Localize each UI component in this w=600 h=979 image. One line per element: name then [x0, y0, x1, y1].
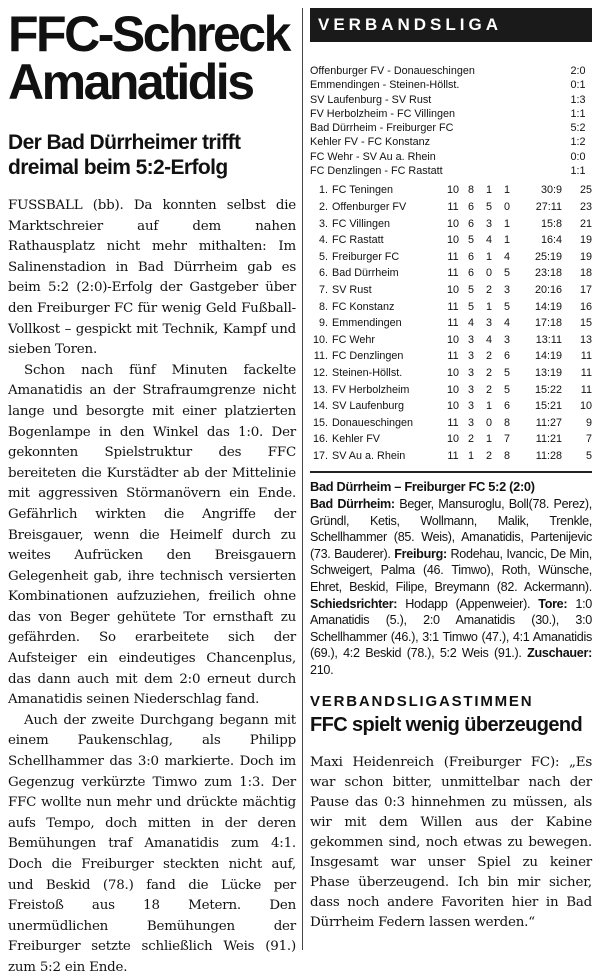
- standing-team: FC Teningen: [332, 184, 394, 197]
- standing-played: 10: [446, 383, 459, 396]
- standing-played: 11: [447, 449, 459, 462]
- voices-title: VERBANDSLIGASTIMMEN: [310, 692, 534, 710]
- standings-table: [310, 182, 592, 464]
- standing-lost: 6: [503, 400, 510, 413]
- standing-team: FC Wehr: [332, 333, 375, 346]
- standing-rank: 2.: [318, 200, 328, 213]
- result-score: 1:1: [570, 165, 586, 178]
- table-row: [310, 182, 592, 199]
- standing-played: 11: [447, 317, 459, 330]
- standing-played: 11: [447, 200, 459, 213]
- away-label: Freiburg:: [394, 546, 447, 561]
- standing-points: 15: [579, 317, 592, 330]
- standing-drawn: 4: [485, 234, 492, 247]
- standing-played: 10: [446, 184, 459, 197]
- standing-won: 4: [467, 317, 474, 330]
- standing-team: FC Denzlingen: [332, 350, 404, 363]
- standing-points: 11: [580, 366, 592, 379]
- standing-lost: 1: [503, 234, 510, 247]
- standing-goals: 13:19: [534, 366, 562, 379]
- table-row: [310, 415, 592, 432]
- standing-drawn: 3: [485, 317, 492, 330]
- standing-goals: 20:16: [534, 283, 562, 296]
- goals-text: 1:0 Amanatidis (5.), 2:0 Amanatidis (30.), 3:0 Schellhammer (46.), 3:1 Timwo (47.), 4:1 Amanatidis (69.), 4:2 Beskid (78.), 5:2 Weis (91.).: [310, 596, 592, 661]
- referee-label: Schiedsrichter:: [310, 596, 398, 611]
- table-row: [310, 382, 592, 399]
- standing-team: Donaueschingen: [332, 416, 414, 429]
- standing-team: Bad Dürrheim: [332, 267, 399, 280]
- standing-lost: 5: [503, 267, 510, 280]
- column-divider: [302, 8, 303, 950]
- standing-won: 2: [467, 433, 474, 446]
- result-score: 0:1: [570, 79, 586, 92]
- standing-won: 5: [467, 283, 474, 296]
- quote-text: Maxi Heidenreich (Freiburger FC): „Es war schon bitter, unmittelbar nach der Pause das 0:3 hinnehmen zu müssen, als wir mit dem Willen aus der Kabine gekommen sind, noch etwas zu bewegen. Insgesamt war unser Spiel zu keiner Phase überzeugend. Ich bin mir sicher, dass noch andere Favoriten hier in Bad Dürrheim Federn lassen werden.“: [310, 754, 592, 930]
- home-lineup: Beger, Mansuroglu, Boll(78. Perez), Gründl, Ketis, Wollmann, Malik, Trenkle, Schellhammer (85. Weis), Amanatidis, Partenijevic (73. Bauderer).: [310, 497, 592, 561]
- result-row: [310, 135, 592, 149]
- paragraph-2: Schon nach fünf Minuten fackelte Amanatidis an der Strafraumgrenze nicht lange und besorgte mit einer platzierten Bogenlampe in den Winkel das 1:0. Der gekonnten Spielstruktur des FFC bereiteten die Kurstädter ab der Mittelinie mit aggressiven Störmanövern ein Ende. Gefährlich wirkten die Angriffe der Breisgauer, wenn die Heimelf durch zu weites Aufrücken den Breisgauern Gelegenheit gab, ihre technisch versierten Kombinationen aufzuziehen, freilich ohne das von Beger gehütete Tor ernsthaft zu gefährden. So erarbeitete sich der Aufsteiger ein eindeutiges Chancenplus, das dann auch mit dem 2:0 erneut durch Amanatidis seinen Niederschlag fand.: [8, 362, 296, 708]
- subheadline: Der Bad Dürrheimer trifft dreimal beim 5:2-Erfolg: [8, 131, 241, 179]
- standing-points: 11: [580, 383, 592, 396]
- headline-line-2: Amanatidis: [8, 54, 253, 110]
- standing-rank: 4.: [318, 234, 328, 247]
- standing-played: 10: [446, 234, 459, 247]
- standing-team: FC Konstanz: [332, 300, 395, 313]
- table-row: [310, 282, 592, 299]
- result-match: Offenburger FV - Donaueschingen: [310, 65, 475, 77]
- standing-points: 25: [579, 184, 592, 197]
- standing-drawn: 0: [485, 416, 492, 429]
- standing-rank: 9.: [318, 317, 328, 330]
- standing-won: 8: [467, 184, 474, 197]
- standing-rank: 11.: [313, 350, 328, 363]
- table-row: [310, 216, 592, 233]
- result-match: FV Herbolzheim - FC Villingen: [310, 107, 456, 120]
- standing-drawn: 2: [485, 283, 492, 296]
- standing-goals: 15:8: [540, 217, 562, 230]
- voices-quote: [310, 753, 592, 933]
- standing-played: 11: [447, 300, 459, 313]
- table-row: [310, 249, 592, 266]
- results-list: [310, 64, 592, 178]
- standing-rank: 13.: [312, 383, 328, 396]
- standing-lost: 5: [503, 366, 510, 379]
- result-match: FC Denzlingen - FC Rastatt: [310, 165, 443, 178]
- standing-goals: 11:28: [535, 449, 562, 462]
- lineup-text: [310, 496, 592, 679]
- standing-lost: 3: [503, 333, 510, 346]
- standing-points: 16: [579, 300, 592, 313]
- standing-drawn: 1: [485, 433, 492, 446]
- standing-rank: 17.: [312, 449, 328, 462]
- result-match: SV Laufenburg - SV Rust: [310, 93, 432, 106]
- standing-rank: 14.: [312, 400, 328, 413]
- standing-goals: 27:11: [535, 200, 562, 213]
- standing-goals: 30:9: [540, 184, 562, 197]
- standing-played: 11: [447, 416, 459, 429]
- main-article: [8, 6, 296, 979]
- headline: [8, 6, 296, 110]
- table-row: [310, 232, 592, 249]
- standing-played: 10: [446, 333, 459, 346]
- table-row: [310, 431, 592, 448]
- standing-won: 3: [467, 400, 474, 413]
- standing-drawn: 1: [485, 184, 492, 197]
- standing-points: 21: [579, 217, 592, 230]
- section-banner: VERBANDSLIGA: [310, 8, 592, 42]
- standing-goals: 15:21: [534, 400, 562, 413]
- lineup-title: Bad Dürrheim – Freiburger FC 5:2 (2:0): [310, 479, 535, 495]
- standing-won: 3: [467, 333, 474, 346]
- standing-team: Kehler FV: [332, 433, 381, 446]
- result-match: FC Wehr - SV Au a. Rhein: [310, 150, 436, 163]
- standing-goals: 14:19: [534, 300, 562, 313]
- result-match: Kehler FV - FC Konstanz: [310, 136, 431, 149]
- standing-drawn: 1: [485, 300, 492, 313]
- standing-won: 3: [467, 383, 474, 396]
- result-row: [310, 78, 592, 92]
- voices-subtitle: FFC spielt wenig überzeugend: [310, 713, 583, 736]
- standing-points: 7: [585, 433, 592, 446]
- standing-drawn: 2: [485, 449, 492, 462]
- standing-points: 18: [579, 267, 592, 280]
- result-row: [310, 93, 592, 107]
- result-score: 0:0: [570, 150, 586, 163]
- result-score: 1:1: [570, 107, 586, 120]
- paragraph-1: FUSSBALL (bb). Da konnten selbst die Marktschreier auf dem nahen Rathausplatz nicht mehr mithalten: Im Salinenstadion in Bad Dürrheim gab es beim 5:2 (2:0)-Erfolg der Gastgeber über den Freiburger FC für wenig Geld Fußball-Vollkost – gespickt mit Technik, Kampf und sieben Toren.: [8, 198, 296, 358]
- standing-team: Freiburger FC: [332, 250, 400, 263]
- standing-goals: 15:22: [534, 383, 562, 396]
- table-row: [310, 199, 592, 216]
- standing-points: 23: [579, 200, 592, 213]
- standing-played: 11: [447, 267, 459, 280]
- standing-goals: 16:4: [540, 234, 562, 247]
- standing-drawn: 2: [485, 366, 492, 379]
- standing-drawn: 1: [485, 250, 492, 263]
- standing-lost: 1: [503, 184, 510, 197]
- standing-lost: 3: [503, 283, 510, 296]
- standing-played: 11: [447, 250, 459, 263]
- result-score: 5:2: [570, 122, 586, 135]
- standing-lost: 8: [503, 416, 510, 429]
- sidebar: [310, 8, 592, 933]
- standing-drawn: 4: [485, 333, 492, 346]
- standing-won: 5: [467, 300, 474, 313]
- table-row: [310, 265, 592, 282]
- standing-points: 11: [580, 350, 592, 363]
- result-score: 1:2: [570, 136, 586, 149]
- result-row: [310, 164, 592, 178]
- standing-rank: 12.: [312, 366, 328, 379]
- standing-team: SV Rust: [332, 283, 372, 296]
- standing-rank: 5.: [318, 250, 328, 263]
- standing-rank: 7.: [318, 283, 328, 296]
- standing-goals: 25:19: [534, 250, 562, 263]
- standing-played: 10: [446, 366, 459, 379]
- away-lineup: Rodehau, Ivancic, De Min, Schweigert, Palma (46. Timwo), Roth, Wünsche, Ehret, Beskid, Filipe, Breymann (82. Ackermann).: [310, 546, 592, 595]
- standing-drawn: 2: [485, 383, 492, 396]
- standing-drawn: 3: [485, 217, 492, 230]
- standing-drawn: 1: [485, 400, 492, 413]
- crowd-text: 210.: [310, 663, 334, 677]
- standing-goals: 11:27: [535, 416, 562, 429]
- standing-points: 19: [579, 250, 592, 263]
- match-lineup-box: [310, 479, 592, 678]
- standing-lost: 6: [503, 350, 510, 363]
- standing-points: 17: [579, 283, 592, 296]
- standing-goals: 14:19: [534, 350, 562, 363]
- standing-goals: 23:18: [534, 267, 562, 280]
- standing-lost: 4: [503, 317, 510, 330]
- table-row: [310, 448, 592, 465]
- standing-rank: 3.: [318, 217, 328, 230]
- standing-team: SV Laufenburg: [332, 400, 405, 413]
- standing-goals: 13:11: [535, 333, 562, 346]
- table-row: [310, 332, 592, 349]
- headline-line-1: FFC-Schreck: [8, 6, 289, 62]
- standing-drawn: 2: [485, 350, 492, 363]
- standing-drawn: 5: [485, 200, 492, 213]
- standing-played: 10: [446, 283, 459, 296]
- standing-rank: 6.: [318, 267, 328, 280]
- result-row: [310, 150, 592, 164]
- referee-text: Hodapp (Appenweier).: [397, 596, 539, 611]
- standing-won: 5: [467, 234, 474, 247]
- standing-played: 10: [446, 433, 459, 446]
- standing-won: 3: [467, 350, 474, 363]
- standing-team: Steinen-Höllst.: [332, 366, 403, 379]
- standing-won: 1: [467, 449, 474, 462]
- standing-rank: 1.: [318, 184, 328, 197]
- standing-lost: 4: [503, 250, 510, 263]
- standing-lost: 0: [503, 200, 510, 213]
- standing-drawn: 0: [485, 267, 492, 280]
- table-row: [310, 315, 592, 332]
- standing-won: 3: [467, 366, 474, 379]
- table-row: [310, 299, 592, 316]
- standing-points: 19: [579, 234, 592, 247]
- result-match: Emmendingen - Steinen-Höllst.: [310, 79, 460, 92]
- standing-points: 13: [579, 333, 592, 346]
- goals-label: Tore:: [538, 596, 568, 611]
- article-body: [8, 196, 296, 979]
- standing-played: 11: [447, 350, 459, 363]
- standing-rank: 15.: [312, 416, 328, 429]
- standing-rank: 16.: [312, 433, 328, 446]
- standing-points: 5: [585, 449, 592, 462]
- standing-won: 3: [467, 416, 474, 429]
- standing-lost: 1: [503, 217, 510, 230]
- result-match: Bad Dürrheim - Freiburger FC: [310, 122, 454, 135]
- standing-points: 9: [585, 416, 592, 429]
- standing-team: SV Au a. Rhein: [332, 449, 406, 462]
- standing-rank: 10.: [312, 333, 328, 346]
- result-score: 1:3: [570, 93, 586, 106]
- standing-played: 10: [446, 217, 459, 230]
- standing-team: FC Villingen: [332, 217, 391, 230]
- standing-points: 10: [579, 400, 592, 413]
- standing-team: FV Herbolzheim: [332, 383, 410, 396]
- standing-lost: 8: [503, 449, 510, 462]
- standing-rank: 8.: [318, 300, 328, 313]
- home-label: Bad Dürrheim:: [310, 497, 395, 512]
- result-row: [310, 64, 592, 78]
- standing-team: Offenburger FV: [332, 200, 407, 213]
- result-score: 2:0: [570, 65, 586, 77]
- standing-goals: 17:18: [534, 317, 562, 330]
- standing-team: FC Rastatt: [332, 234, 384, 247]
- crowd-label: Zuschauer:: [527, 646, 592, 661]
- result-row: [310, 121, 592, 135]
- table-row: [310, 398, 592, 415]
- standing-won: 6: [467, 250, 474, 263]
- standing-won: 6: [467, 217, 474, 230]
- standing-won: 6: [467, 267, 474, 280]
- result-row: [310, 107, 592, 121]
- standing-lost: 5: [503, 383, 510, 396]
- paragraph-3: Auch der zweite Durchgang begann mit einem Paukenschlag, als Philipp Schellhammer das 3:0 markierte. Doch im Gegenzug verkürzte Timwo zum 1:3. Der FFC wollte nun mehr und drückte mächtig aufs Tempo, doch mitten in der deren Bemühungen traf Amanatidis zum 4:1. Doch die Freiburger steckten nicht auf, und Beskid (78.) fand die Lücke per Freistoß aus 18 Metern. Den unermüdlichen Bemühungen der Freiburger setzte schließlich Weis (91.) zum 5:2 ein Ende.: [8, 712, 296, 975]
- standing-lost: 7: [503, 433, 510, 446]
- standing-won: 6: [467, 200, 474, 213]
- standing-goals: 11:21: [535, 433, 562, 446]
- table-row: [310, 348, 592, 365]
- standing-played: 10: [446, 400, 459, 413]
- section-rule: [310, 471, 592, 473]
- standing-team: Emmendingen: [332, 317, 402, 330]
- standing-lost: 5: [503, 300, 510, 313]
- table-row: [310, 365, 592, 382]
